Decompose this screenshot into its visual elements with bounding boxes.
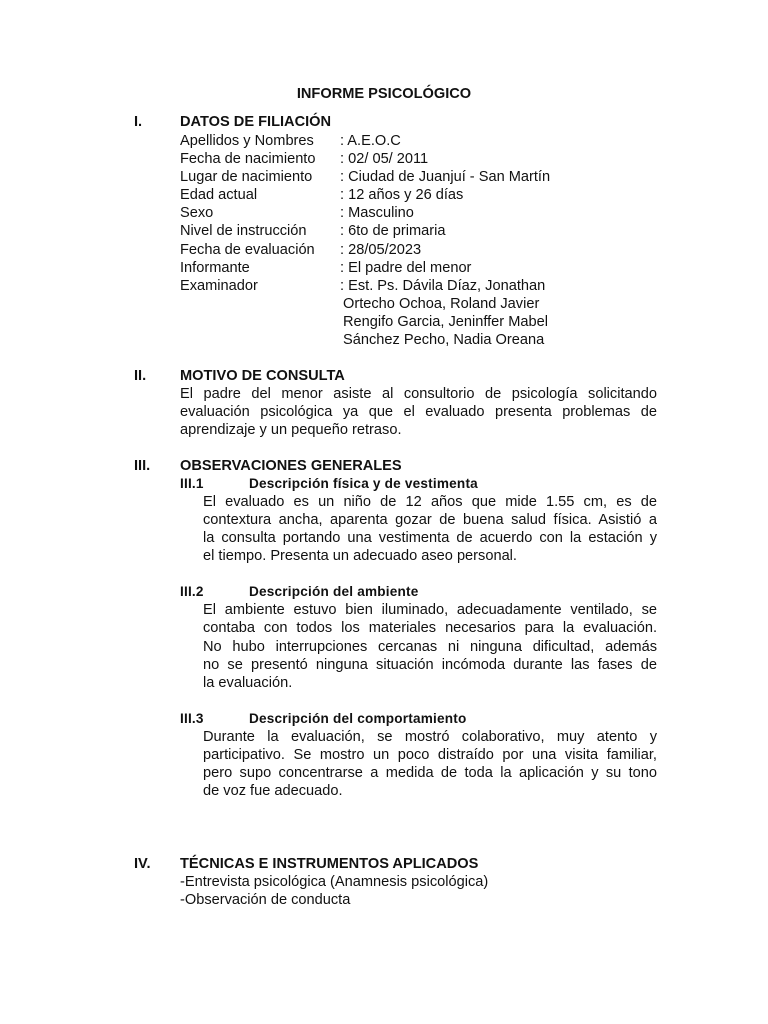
paragraph-line: El ambiente estuvo bien iluminado, adecuadamente ventilado, se — [203, 602, 657, 619]
examinador-continuation: Rengifo Garcia, Jeninffer Mabel — [343, 313, 548, 330]
section-number: I. — [134, 114, 143, 130]
section-title: DATOS DE FILIACIÓN — [180, 114, 332, 130]
paragraph-line: la consulta portando una vestimenta de acuerdo con la estación y — [203, 530, 657, 547]
section-heading — [134, 367, 664, 385]
section-title: MOTIVO DE CONSULTA — [180, 368, 345, 384]
subsection-title: Descripción del ambiente — [249, 584, 419, 600]
field-label: Informante — [180, 259, 250, 276]
paragraph — [203, 601, 657, 691]
field-value: : Masculino — [340, 205, 414, 222]
paragraph — [203, 728, 657, 800]
paragraph-line: El padre del menor asiste al consultorio de psicología solicitando — [180, 386, 657, 402]
paragraph-line: contaba con todos los materiales necesarios para la evaluación. — [203, 620, 657, 637]
paragraph-line: de voz fue adecuado. — [203, 783, 343, 800]
field-value: : 6to de primaria — [340, 223, 446, 240]
field-value: : 02/ 05/ 2011 — [340, 151, 429, 168]
section-datos-filiacion — [134, 113, 664, 349]
field-label: Sexo — [180, 205, 214, 222]
paragraph-line: aprendizaje y un pequeño retraso. — [180, 422, 402, 439]
field-row — [180, 132, 664, 150]
section-heading — [134, 457, 664, 475]
section-number: II. — [134, 368, 147, 384]
document-title: INFORME PSICOLÓGICO — [296, 86, 472, 102]
field-label: Fecha de nacimiento — [180, 151, 316, 168]
subsection-heading — [180, 710, 664, 728]
examinador-continuation: Ortecho Ochoa, Roland Javier — [343, 295, 540, 312]
section-number: IV. — [134, 856, 151, 872]
paragraph-line: No hubo interrupciones cercanas ni ninguna dificultad, además — [203, 638, 657, 655]
field-row — [180, 168, 664, 186]
subsection-heading — [180, 583, 664, 601]
section-heading — [134, 113, 664, 131]
paragraph-line: contextura ancha, aparenta gozar de buena salud física. Asistió a — [203, 512, 657, 529]
subsection-title: Descripción física y de vestimenta — [249, 476, 478, 491]
list-item: -Entrevista psicológica (Anamnesis psicológica) — [180, 874, 489, 890]
paragraph-line: la evaluación. — [203, 674, 293, 691]
field-label: Apellidos y Nombres — [180, 133, 314, 149]
section-motivo-consulta — [134, 367, 664, 439]
subsection-number: III.2 — [180, 584, 204, 600]
section-title: TÉCNICAS E INSTRUMENTOS APLICADOS — [180, 856, 479, 872]
field-row — [180, 186, 664, 204]
field-label: Edad actual — [180, 187, 258, 204]
filiation-fields — [180, 132, 664, 349]
subsection-number: III.3 — [180, 710, 204, 726]
field-value: : 28/05/2023 — [340, 241, 422, 258]
section-observaciones-generales — [134, 457, 664, 800]
field-value: : 12 años y 26 días — [340, 187, 464, 204]
paragraph-line: Durante la evaluación, se mostró colaborativo, muy atento y — [203, 728, 657, 745]
field-row — [180, 241, 664, 259]
field-value: : Ciudad de Juanjuí - San Martín — [340, 169, 551, 186]
field-row — [180, 259, 664, 277]
paragraph-line: no se presentó ninguna situación incómoda durante las fases de — [203, 656, 657, 673]
paragraph-line: pero supo concentrarse a medida de toda la aplicación y su tono — [203, 765, 657, 782]
section-number: III. — [134, 458, 151, 474]
field-row — [180, 277, 664, 295]
subsection-heading — [180, 475, 664, 493]
field-label: Examinador — [180, 277, 258, 294]
examinador-continuation: Sánchez Pecho, Nadia Oreana — [343, 332, 545, 349]
field-value: : Est. Ps. Dávila Díaz, Jonathan — [340, 277, 546, 294]
subsection-title: Descripción del comportamiento — [249, 710, 467, 726]
list-item: -Observación de conducta — [180, 892, 351, 909]
field-row — [180, 204, 664, 222]
field-value: : El padre del menor — [340, 259, 472, 276]
subsection-number: III.1 — [180, 476, 204, 491]
paragraph-line: El evaluado es un niño de 12 años que mide 1.55 cm, es de — [203, 494, 657, 510]
section-tecnicas-instrumentos — [134, 855, 664, 909]
paragraph-line: evaluación psicológica ya que el evaluado presenta problemas de — [180, 404, 657, 421]
field-row — [180, 150, 664, 168]
paragraph — [180, 385, 657, 439]
field-value: : A.E.O.C — [340, 133, 401, 149]
paragraph — [203, 493, 657, 565]
field-label: Fecha de evaluación — [180, 241, 315, 258]
field-row — [180, 222, 664, 240]
paragraph-line: el tiempo. Presenta un adecuado aseo personal. — [203, 548, 517, 565]
paragraph-line: participativo. Se mostro un poco distraído por una visita familiar, — [203, 746, 657, 763]
field-label: Nivel de instrucción — [180, 223, 307, 240]
section-heading — [134, 855, 664, 873]
section-title: OBSERVACIONES GENERALES — [180, 458, 402, 474]
field-label: Lugar de nacimiento — [180, 169, 313, 186]
